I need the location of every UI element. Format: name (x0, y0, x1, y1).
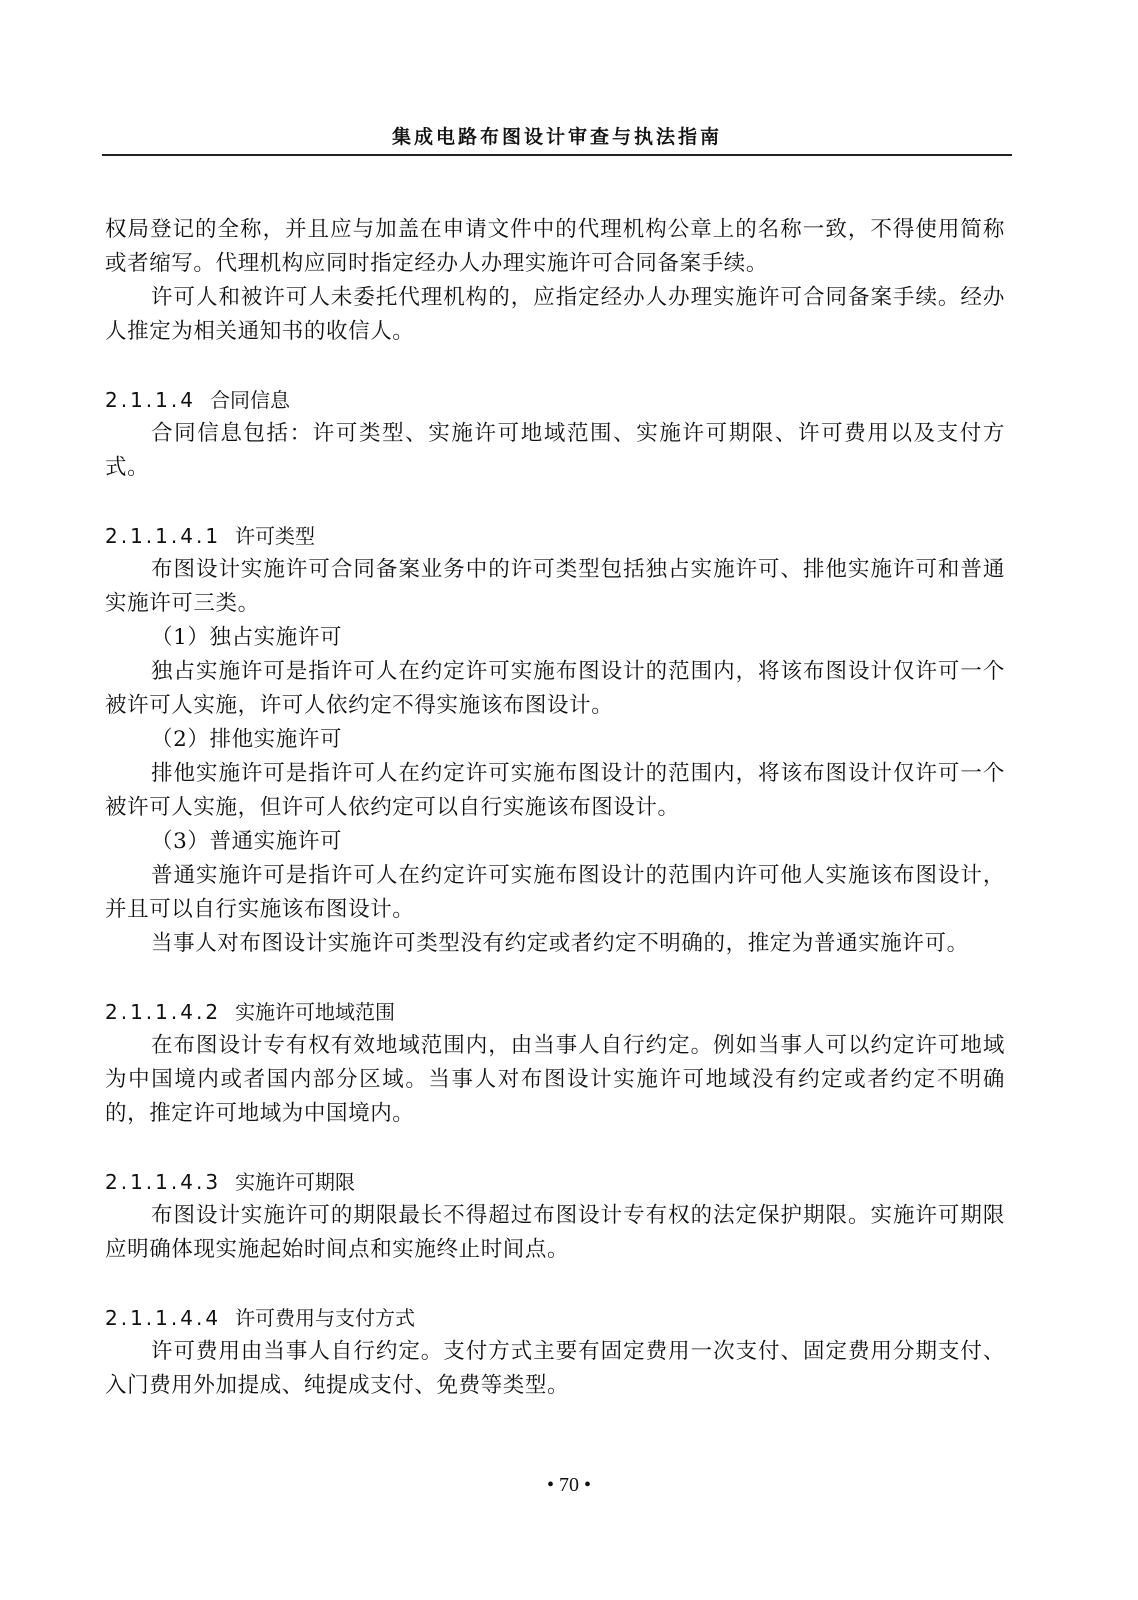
section-heading (105, 1165, 1005, 1199)
section-title: 合同信息 (209, 388, 290, 412)
section-number: 2.1.1.4 (105, 388, 196, 412)
section-heading (105, 383, 1005, 417)
list-item-label: （1）独占实施许可 (151, 625, 343, 650)
section-heading (105, 1301, 1005, 1335)
header-rule (102, 154, 1012, 156)
paragraph: 普通实施许可是指许可人在约定许可实施布图设计的范围内许可他人实施该布图设计，并且可以自行实施该布图设计。 (105, 863, 1005, 922)
section-number: 2.1.1.4.3 (105, 1170, 222, 1194)
paragraph: 排他实施许可是指许可人在约定许可实施布图设计的范围内，将该布图设计仅许可一个被许可人实施，但许可人依约定可以自行实施该布图设计。 (105, 761, 1005, 820)
paragraph: 合同信息包括：许可类型、实施许可地域范围、实施许可期限、许可费用以及支付方式。 (105, 421, 1005, 480)
paragraph: 许可费用由当事人自行约定。支付方式主要有固定费用一次支付、固定费用分期支付、入门费用外加提成、纯提成支付、免费等类型。 (105, 1339, 1005, 1398)
paragraph: 许可人和被许可人未委托代理机构的，应指定经办人办理实施许可合同备案手续。经办人推定为相关通知书的收信人。 (105, 285, 1005, 344)
list-item-label: （3）普通实施许可 (151, 829, 343, 854)
spacer (105, 1131, 1005, 1165)
paragraph: 独占实施许可是指许可人在约定许可实施布图设计的范围内，将该布图设计仅许可一个被许可人实施，许可人依约定不得实施该布图设计。 (105, 659, 1005, 718)
paragraph: 在布图设计专有权有效地域范围内，由当事人自行约定。例如当事人可以约定许可地域为中国境内或者国内部分区域。当事人对布图设计实施许可地域没有约定或者约定不明确的，推定许可地域为中国境内。 (105, 1033, 1005, 1126)
paragraph: 布图设计实施许可合同备案业务中的许可类型包括独占实施许可、排他实施许可和普通实施许可三类。 (105, 557, 1005, 616)
section-heading (105, 519, 1005, 553)
page-body (105, 213, 1005, 1403)
spacer (105, 1267, 1005, 1301)
section-heading (105, 995, 1005, 1029)
section-number: 2.1.1.4.4 (105, 1306, 222, 1330)
spacer (105, 485, 1005, 519)
section-title: 许可类型 (235, 524, 316, 548)
page-number: • 70 • (546, 1474, 591, 1496)
paragraph: 当事人对布图设计实施许可类型没有约定或者约定不明确的，推定为普通实施许可。 (151, 931, 969, 956)
paragraph: 布图设计实施许可的期限最长不得超过布图设计专有权的法定保护期限。实施许可期限应明确体现实施起始时间点和实施终止时间点。 (105, 1203, 1005, 1262)
section-title: 许可费用与支付方式 (235, 1306, 416, 1330)
section-number: 2.1.1.4.2 (105, 1000, 222, 1024)
list-item-label: （2）排他实施许可 (151, 727, 343, 752)
section-title: 实施许可地域范围 (235, 1000, 396, 1024)
spacer (105, 349, 1005, 383)
section-number: 2.1.1.4.1 (105, 524, 222, 548)
section-title: 实施许可期限 (235, 1170, 356, 1194)
running-header: 集成电路布图设计审查与执法指南 (391, 126, 722, 148)
spacer (105, 961, 1005, 995)
paragraph: 权局登记的全称，并且应与加盖在申请文件中的代理机构公章上的名称一致，不得使用简称或者缩写。代理机构应同时指定经办人办理实施许可合同备案手续。 (105, 217, 1005, 276)
